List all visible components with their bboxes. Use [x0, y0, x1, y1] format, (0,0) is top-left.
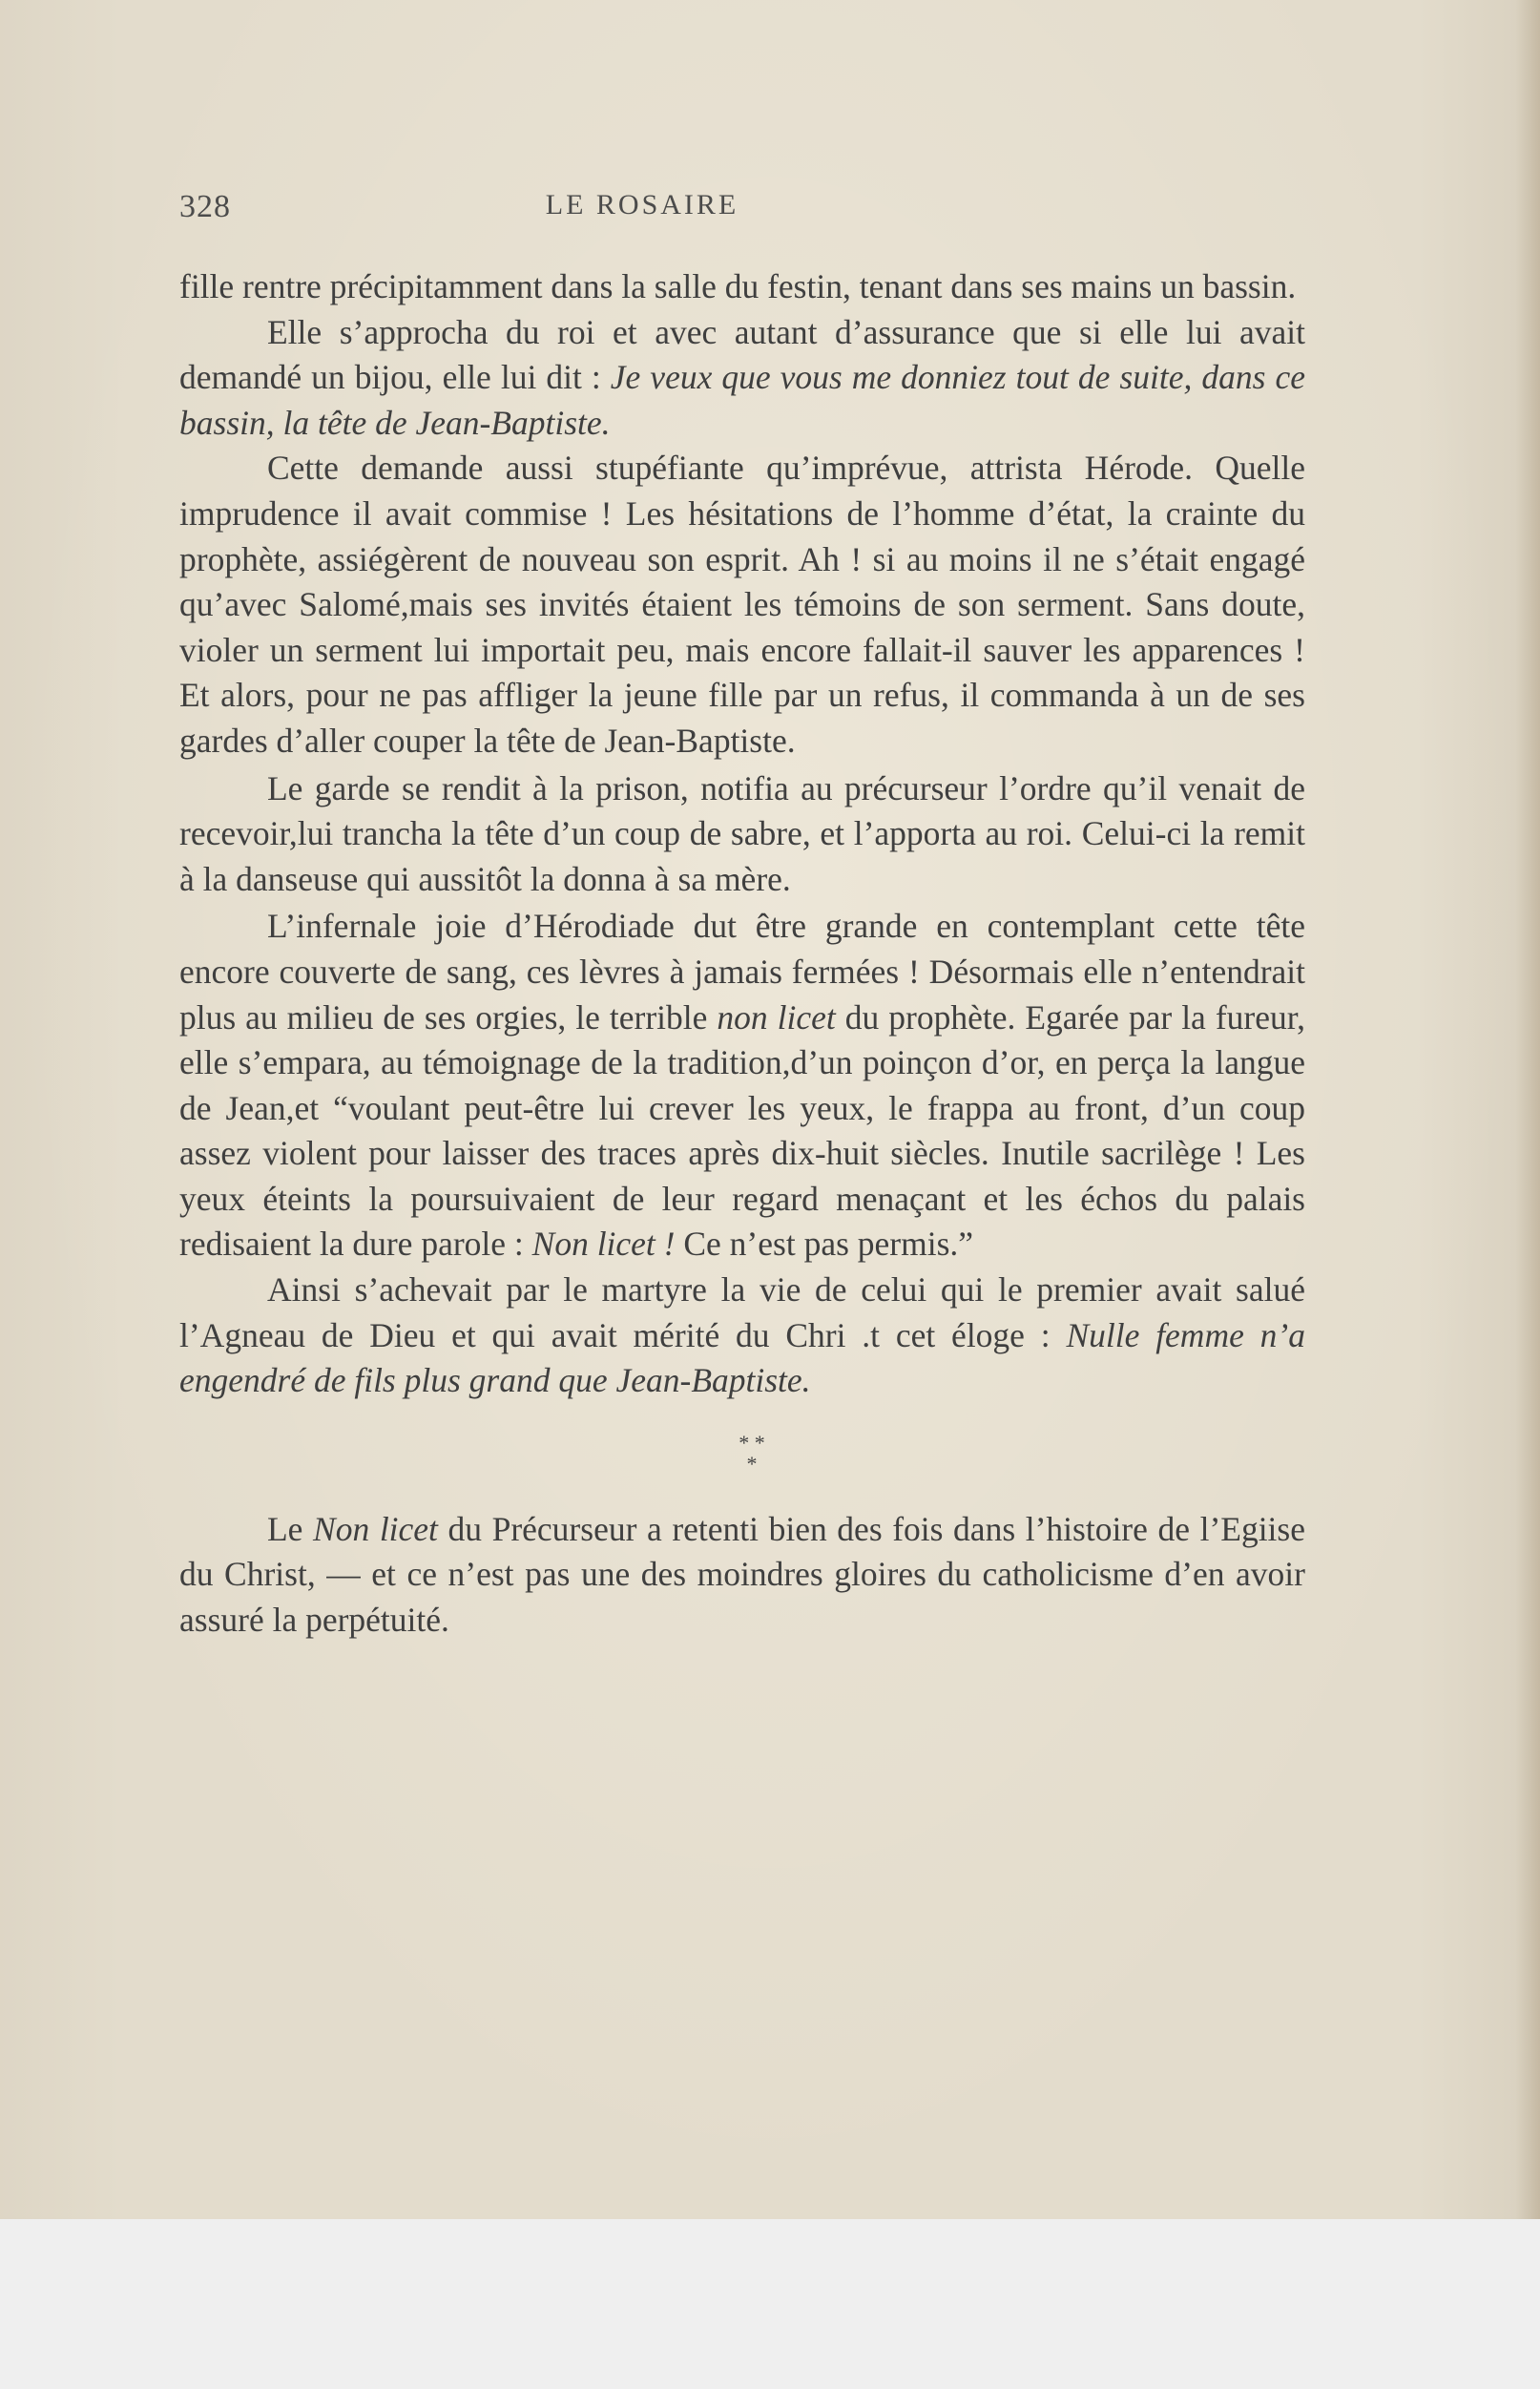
paragraph-2-text: Elle s’approcha du roi et avec autant d’assurance que si elle lui avait demandé un bijou, elle lui dit :: [179, 312, 1305, 397]
section-asterism: [179, 1430, 1305, 1476]
paragraph-5-text-b: du prophète. Egarée par la fureur, elle s’empara, au témoignage de la tradition,d’un poinçon d’or, en perça la langue de Jean,et “voulant peut-être lui crever les yeux, le frappa au front, d’un coup assez violent pour laisser des traces après dix-huit siècles. Inutile sacrilège ! Les yeux éteints la poursuivaient de leur regard menaçant et les échos du palais redisaient la dure parole :: [179, 997, 1305, 1264]
closing-text-b: du Précurseur a retenti bien des fois dans l’histoire de l’Egiise du Christ, — et ce n’est pas une des moindres gloires du catholicisme d’en avoir assuré la perpétuité.: [179, 1509, 1305, 1640]
paragraph-5: [179, 904, 1305, 1268]
paragraph-6: [179, 1268, 1305, 1404]
paragraph-3: Cette demande aussi stupéfiante qu’imprévue, attrista Hérode. Quelle imprudence il avait commise ! Les hésitations de l’homme d’état, la crainte du prophète, assiégèrent de nouveau son esprit. Ah ! si au moins il ne s’était engagé qu’avec Salomé,mais ses invités étaient les témoins de son serment. Sans doute, violer un serment lui importait peu, mais encore fallait-il sauver les apparences ! Et alors, pour ne pas affliger la jeune fille par un refus, il commanda à un de ses gardes d’aller couper la tête de Jean-Baptiste.: [179, 449, 1305, 760]
paragraph-6-text: Ainsi s’achevait par le martyre la vie de celui qui le premier avait salué l’Agneau de Dieu et qui avait mérité du Chri .t cet éloge :: [179, 1270, 1305, 1354]
closing-text-a: Le: [267, 1509, 314, 1548]
paragraph-5-text-c: Ce n’est pas permis.”: [675, 1225, 974, 1264]
paragraph-1: fille rentre précipitamment dans la salle du festin, tenant dans ses mains un bassin.: [179, 267, 1297, 305]
body-text: [179, 264, 1305, 1644]
page-header: [179, 189, 1305, 233]
page-edge-shadow: [1515, 0, 1540, 2219]
running-head: LE ROSAIRE: [545, 189, 739, 220]
asterism-bottom: *: [746, 1451, 758, 1476]
closing-paragraph: [179, 1507, 1305, 1644]
paragraph-2-quote: Je veux que vous me donniez tout de suite, dans ce bassin, la tête de Jean-Baptiste.: [179, 358, 1305, 442]
paragraph-6-quote: Nulle femme n’a engendré de fils plus grand que Jean-Baptiste.: [179, 1315, 1305, 1400]
closing-latin: Non licet: [313, 1509, 438, 1548]
asterism-top: * *: [739, 1430, 765, 1455]
paragraph-4: Le garde se rendit à la prison, notifia au précurseur l’ordre qu’il venait de recevoir,lui trancha la tête d’un coup de sabre, et l’apporta au roi. Celui-ci la remit à la danseuse qui aussitôt la donna à sa mère.: [179, 768, 1305, 898]
paragraph-2: [179, 310, 1305, 447]
paragraph-5-latin-2: Non licet !: [531, 1225, 676, 1264]
paragraph-5-latin-1: non licet: [717, 997, 836, 1037]
paragraph-5-text-a: L’infernale joie d’Hérodiade dut être grande en contemplant cette tête encore couverte de sang, ces lèvres à jamais fermées ! Désormais elle n’entendrait plus au milieu de ses orgies, le terrible: [179, 907, 1305, 1037]
page-number: 328: [179, 189, 231, 224]
